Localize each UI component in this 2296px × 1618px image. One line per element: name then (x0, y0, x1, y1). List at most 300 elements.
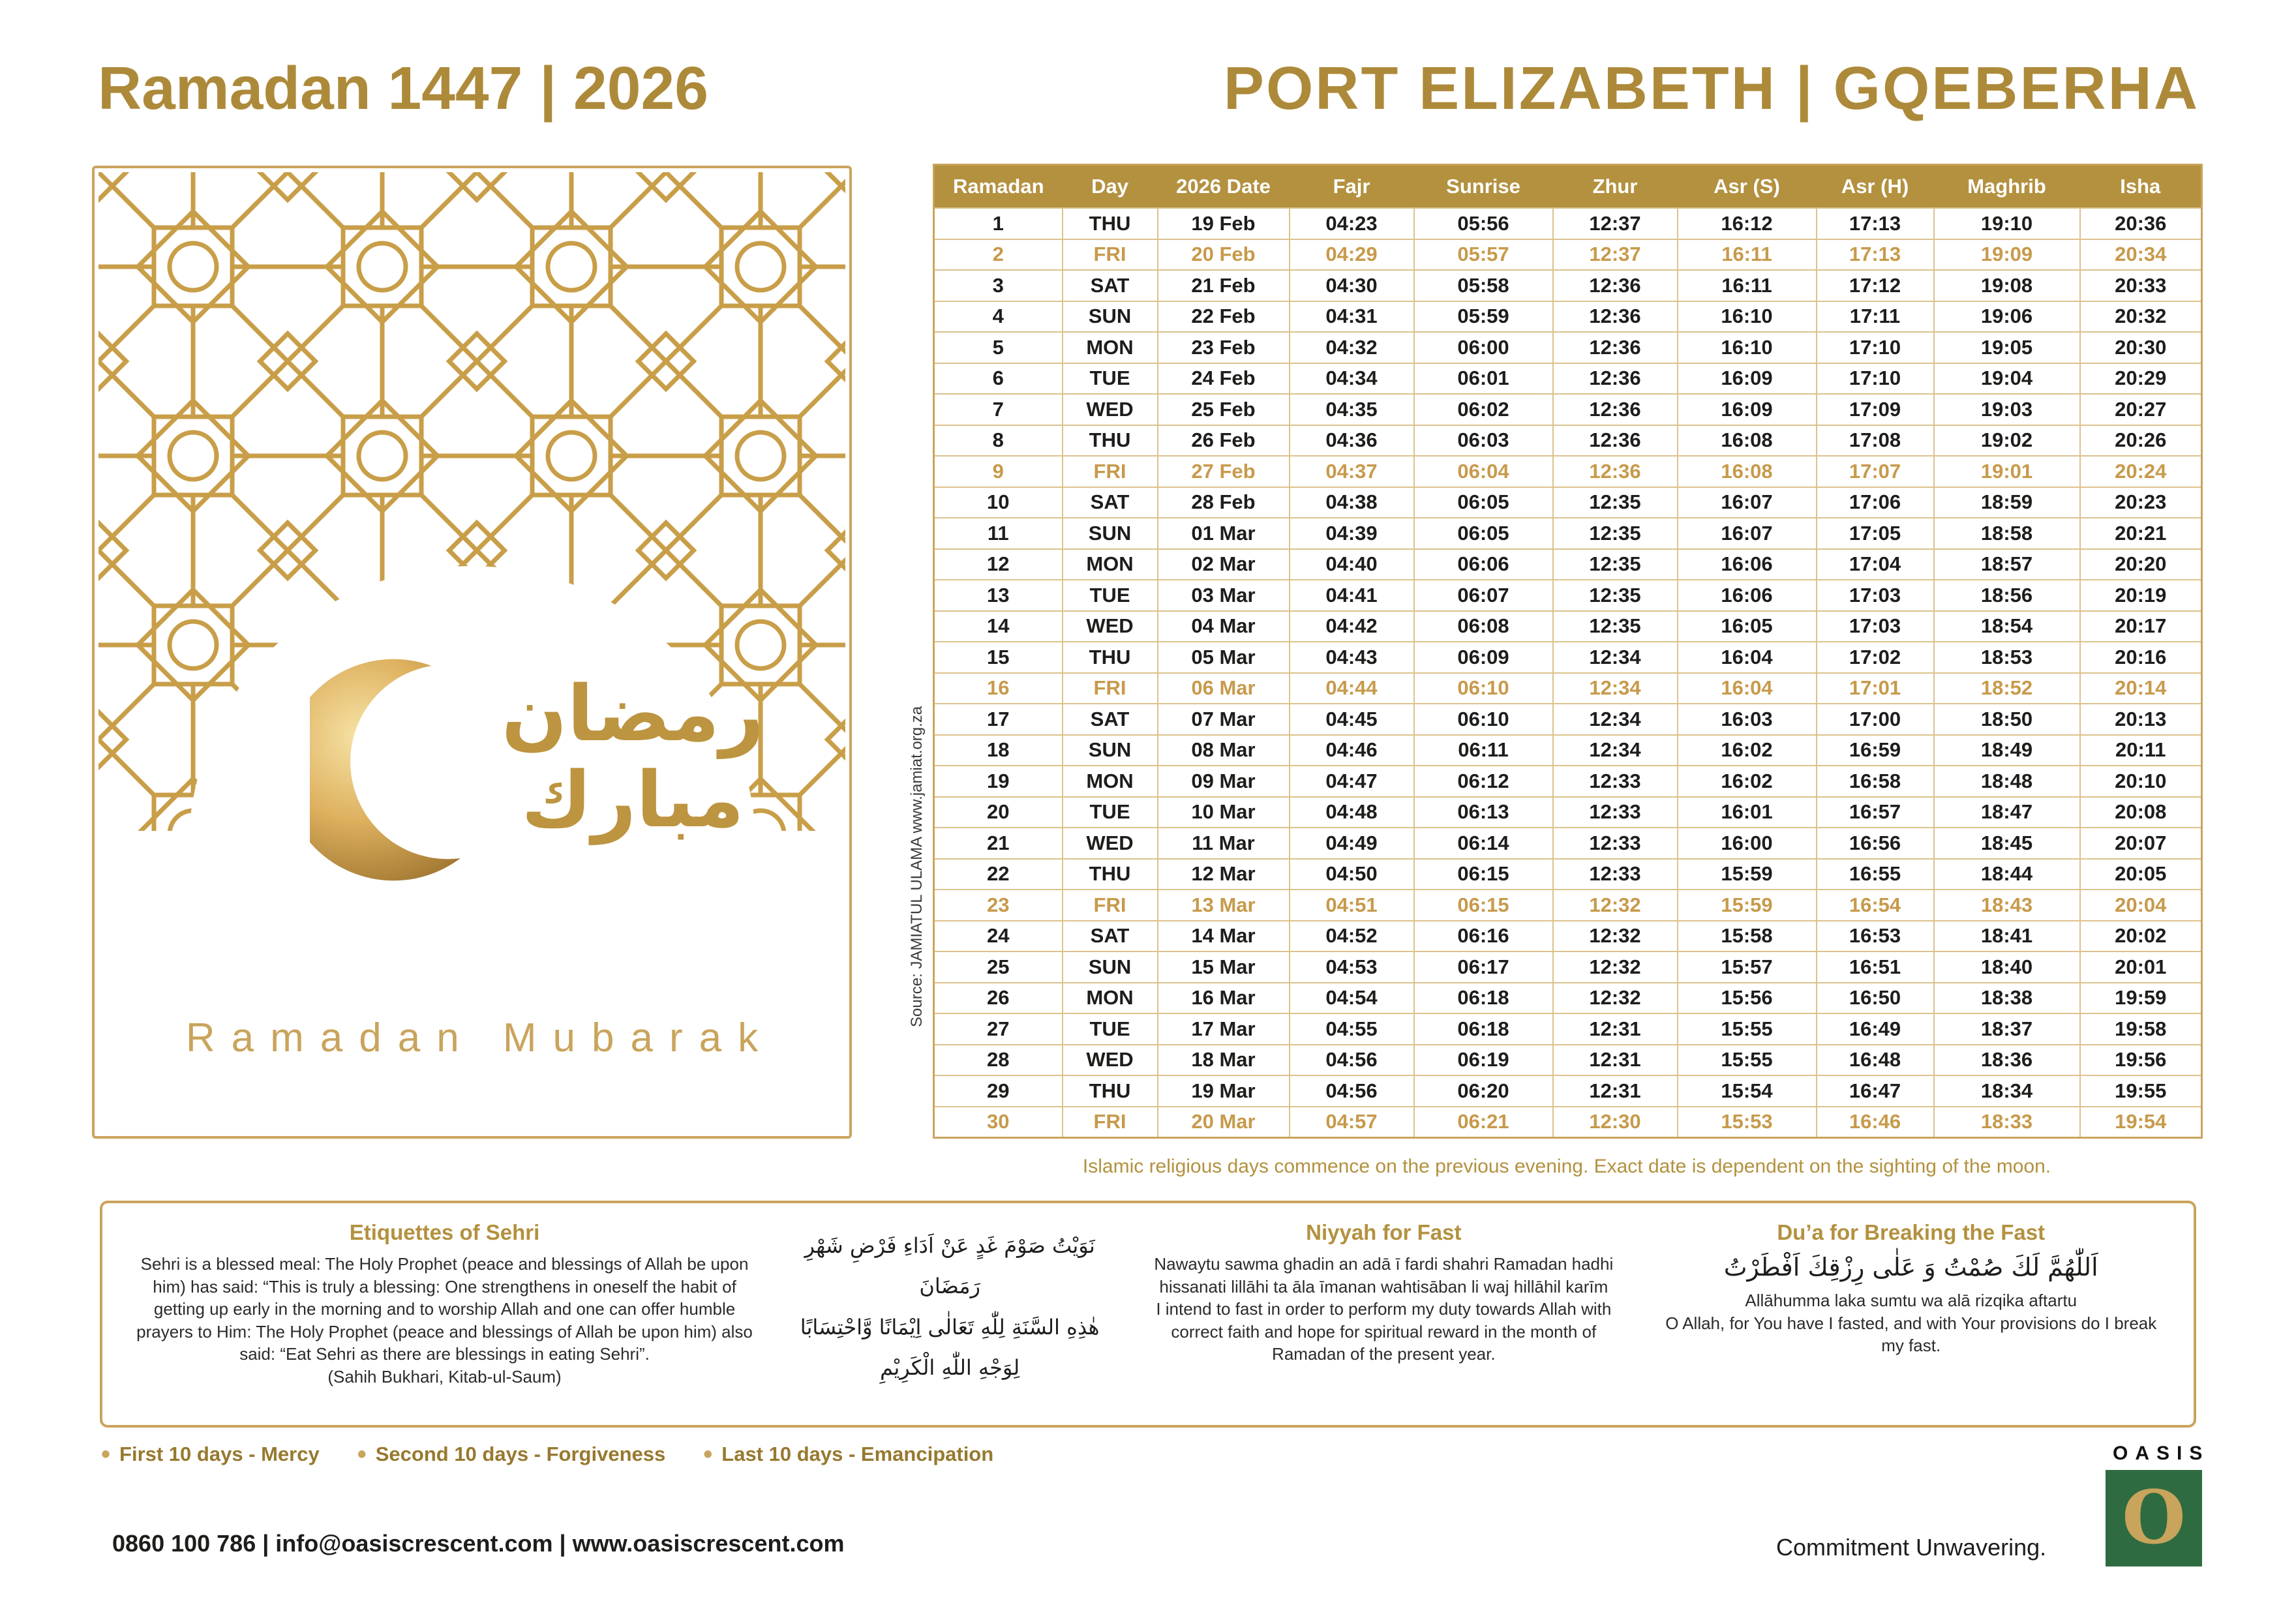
timetable-row (934, 1075, 2202, 1107)
timetable-cell: 06:18 (1414, 983, 1553, 1014)
timetable-cell: 11 (934, 518, 1063, 549)
timetable-cell: 17:08 (1817, 425, 1934, 457)
timetable-cell: 17:12 (1817, 270, 1934, 301)
timetable-cell: 20:08 (2080, 797, 2202, 828)
timetable-cell: 17 Mar (1158, 1013, 1290, 1045)
oasis-logo (2106, 1443, 2210, 1566)
timetable-cell: 15:56 (1678, 983, 1817, 1014)
timetable-cell: 17 (934, 704, 1063, 735)
timetable-cell: 17:04 (1817, 549, 1934, 580)
timetable-cell: 12:36 (1553, 332, 1678, 363)
timetable-cell: 13 (934, 580, 1063, 611)
timetable-cell: MON (1063, 332, 1158, 363)
timetable-row (934, 766, 2202, 797)
timetable-cell: 16:57 (1817, 797, 1934, 828)
timetable-cell: 15:54 (1678, 1075, 1817, 1107)
timetable-row (934, 890, 2202, 921)
timetable-cell: 06:18 (1414, 1013, 1553, 1045)
timetable-cell: 19 (934, 766, 1063, 797)
timetable-cell: 06:10 (1414, 704, 1553, 735)
timetable-cell: 26 (934, 983, 1063, 1014)
timetable-row (934, 208, 2202, 239)
timetable-row (934, 1013, 2202, 1045)
timetable-cell: 07 Mar (1158, 704, 1290, 735)
timetable-cell: 06:13 (1414, 797, 1553, 828)
timetable-cell: 16:58 (1817, 766, 1934, 797)
timetable-cell: 16:48 (1817, 1045, 1934, 1076)
timetable-cell: 28 Feb (1158, 487, 1290, 518)
timetable-cell: TUE (1063, 580, 1158, 611)
bullet-icon: • (703, 1440, 713, 1469)
timetable-cell: 20:05 (2080, 859, 2202, 890)
timetable-cell: 17:00 (1817, 704, 1934, 735)
timetable-cell: 12:31 (1553, 1013, 1678, 1045)
timetable-cell: 17:03 (1817, 580, 1934, 611)
timetable-cell: SAT (1063, 704, 1158, 735)
timetable-cell: 15 Mar (1158, 951, 1290, 983)
timetable-cell: 20 Mar (1158, 1107, 1290, 1138)
timetable-cell: 12:37 (1553, 208, 1678, 239)
timetable-cell: 04:50 (1290, 859, 1414, 890)
timetable-cell: 30 (934, 1107, 1063, 1138)
timetable-cell: 16:08 (1678, 456, 1817, 487)
timetable-cell: 22 Feb (1158, 301, 1290, 333)
timetable-cell: 12:33 (1553, 859, 1678, 890)
timetable-body (934, 208, 2202, 1138)
timetable-cell: 17:10 (1817, 332, 1934, 363)
timetable-cell: 19:08 (1934, 270, 2080, 301)
timetable-cell: 06:05 (1414, 487, 1553, 518)
dua-title: Du’a for Breaking the Fast (1777, 1220, 2046, 1244)
timetable-cell: 25 Feb (1158, 394, 1290, 425)
timetable-cell: 20:17 (2080, 611, 2202, 642)
timetable-cell: THU (1063, 208, 1158, 239)
timetable-cell: 10 Mar (1158, 797, 1290, 828)
legend-item (101, 1441, 320, 1467)
timetable-cell: 19:58 (2080, 1013, 2202, 1045)
timetable-row (934, 642, 2202, 673)
timetable-cell: 16:06 (1678, 580, 1817, 611)
timetable-cell: 16:46 (1817, 1107, 1934, 1138)
timetable-cell: TUE (1063, 797, 1158, 828)
timetable-cell: 18:45 (1934, 828, 2080, 859)
timetable-cell: 19:04 (1934, 363, 2080, 395)
timetable-cell: SUN (1063, 735, 1158, 766)
sehri-title: Etiquettes of Sehri (349, 1220, 540, 1244)
niyyah-arabic-line: هٰذِهِ السَّنَةِ لِلّٰهِ تَعَالٰى اِيْمَانًا وَّاحْتِسَابًا (800, 1314, 1100, 1340)
timetable-cell: 19:05 (1934, 332, 2080, 363)
timetable-cell: 19:01 (1934, 456, 2080, 487)
timetable-cell: 16 Mar (1158, 983, 1290, 1014)
legend-label: First 10 days - Mercy (119, 1443, 320, 1465)
city-title: PORT ELIZABETH | GQEBERHA (1223, 54, 2199, 122)
timetable-cell: 03 Mar (1158, 580, 1290, 611)
timetable-cell: 06:05 (1414, 518, 1553, 549)
niyyah-transliteration: Nawaytu sawma ghadin an adā ī fardi shahri Ramadan hadhi hissanati lillāhi ta āla īmanan wahtisāban li waj hillāhil karīm (1154, 1254, 1614, 1296)
timetable-cell: 18:34 (1934, 1075, 2080, 1107)
timetable-cell: 05:58 (1414, 270, 1553, 301)
timetable-row (934, 456, 2202, 487)
timetable-cell: MON (1063, 766, 1158, 797)
timetable-cell: 18:50 (1934, 704, 2080, 735)
timetable-cell: 12:34 (1553, 673, 1678, 704)
timetable-cell: 06:14 (1414, 828, 1553, 859)
sehri-body: Sehri is a blessed meal: The Holy Prophet (peace and blessings of Allah be upon him) has said: “This is truly a blessing: One strengthens in oneself the habit of getting up early in the morning and to worship Allah and one can offer humble prayers to Him: The Holy Prophet (peace and blessings of Allah be upon him) also said: “Eat Sehri as there are blessings in eating Sehri”. (136, 1254, 753, 1364)
timetable-cell: 12:32 (1553, 921, 1678, 952)
legend-label: Last 10 days - Emancipation (721, 1443, 994, 1465)
decorative-panel (92, 166, 852, 1139)
sehri-citation: (Sahih Bukhari, Kitab-ul-Saum) (327, 1366, 562, 1386)
timetable-cell: 16:00 (1678, 828, 1817, 859)
timetable-cell: 16:02 (1678, 735, 1817, 766)
timetable-cell: MON (1063, 549, 1158, 580)
timetable-cell: 26 Feb (1158, 425, 1290, 457)
timetable-row (934, 983, 2202, 1014)
timetable-cell: 18 Mar (1158, 1045, 1290, 1076)
timetable-row (934, 270, 2202, 301)
timetable-cell: 17:01 (1817, 673, 1934, 704)
timetable-row (934, 425, 2202, 457)
timetable-cell: 18:54 (1934, 611, 2080, 642)
timetable-cell: 04:46 (1290, 735, 1414, 766)
timetable-cell: 16:07 (1678, 487, 1817, 518)
info-panel (100, 1201, 2196, 1428)
timetable-cell: TUE (1063, 363, 1158, 395)
oasis-logo-mark (2106, 1470, 2202, 1566)
timetable-cell: 16:54 (1817, 890, 1934, 921)
timetable-cell: 19:10 (1934, 208, 2080, 239)
timetable-cell: 16:47 (1817, 1075, 1934, 1107)
source-attribution: Source: JAMIATUL ULAMA www.jamiat.org.za (908, 706, 926, 1027)
timetable-cell: 16:55 (1817, 859, 1934, 890)
timetable-row (934, 239, 2202, 271)
timetable-cell: 19:59 (2080, 983, 2202, 1014)
timetable-row (934, 859, 2202, 890)
timetable-cell: WED (1063, 611, 1158, 642)
timetable-cell: 20 (934, 797, 1063, 828)
timetable-cell: 04:52 (1290, 921, 1414, 952)
timetable-cell: 2 (934, 239, 1063, 271)
timetable-cell: 20:27 (2080, 394, 2202, 425)
timetable-cell: 18:38 (1934, 983, 2080, 1014)
timetable-cell: 16:11 (1678, 270, 1817, 301)
timetable-cell: 06:17 (1414, 951, 1553, 983)
timetable-cell: 06:07 (1414, 580, 1553, 611)
timetable-cell: 04:29 (1290, 239, 1414, 271)
timetable-row (934, 735, 2202, 766)
moon-sighting-note: Islamic religious days commence on the previous evening. Exact date is dependent on the sighting of the moon. (1082, 1156, 2051, 1177)
timetable-cell: 06:12 (1414, 766, 1553, 797)
timetable-cell: 7 (934, 394, 1063, 425)
timetable-cell: 19:03 (1934, 394, 2080, 425)
timetable-cell: 04:32 (1290, 332, 1414, 363)
timetable-cell: 06:15 (1414, 859, 1553, 890)
calligraphy-word-mubarak: مبارك (521, 755, 744, 845)
timetable-cell: 18:37 (1934, 1013, 2080, 1045)
timetable-cell: FRI (1063, 890, 1158, 921)
timetable-cell: 06:10 (1414, 673, 1553, 704)
legend-item (703, 1441, 993, 1467)
timetable-cell: THU (1063, 1075, 1158, 1107)
timetable-cell: 15:58 (1678, 921, 1817, 952)
timetable-cell: 16:08 (1678, 425, 1817, 457)
timetable-cell: 20:11 (2080, 735, 2202, 766)
timetable-cell: 16:51 (1817, 951, 1934, 983)
timetable-cell: 22 (934, 859, 1063, 890)
timetable-cell: 16:09 (1678, 394, 1817, 425)
timetable-cell: 18:57 (1934, 549, 2080, 580)
timetable-cell: 04:49 (1290, 828, 1414, 859)
timetable-cell: 18:58 (1934, 518, 2080, 549)
timetable-cell: 16:01 (1678, 797, 1817, 828)
timetable-row (934, 518, 2202, 549)
timetable-cell: 16:09 (1678, 363, 1817, 395)
timetable-cell: 06:15 (1414, 890, 1553, 921)
timetable-cell: 20:20 (2080, 549, 2202, 580)
timetable-row (934, 673, 2202, 704)
timetable-cell: 20:04 (2080, 890, 2202, 921)
timetable-cell: 06:00 (1414, 332, 1553, 363)
timetable-cell: 17:06 (1817, 487, 1934, 518)
timetable-cell: 16:02 (1678, 766, 1817, 797)
timetable-cell: 09 Mar (1158, 766, 1290, 797)
timetable-cell: 16:06 (1678, 549, 1817, 580)
timetable-cell: 04:37 (1290, 456, 1414, 487)
timetable-cell: 17:07 (1817, 456, 1934, 487)
page-title: Ramadan 1447 | 2026 (98, 54, 708, 122)
timetable-cell: 16:59 (1817, 735, 1934, 766)
timetable-cell: 04 Mar (1158, 611, 1290, 642)
timetable-cell: 20:26 (2080, 425, 2202, 457)
timetable-cell: 12:35 (1553, 611, 1678, 642)
dua-transliteration: Allāhumma laka sumtu wa alā rizqika aftartu (1745, 1291, 2077, 1310)
timetable-cell: 04:53 (1290, 951, 1414, 983)
column-header: Day (1063, 165, 1158, 209)
timetable-cell: 12:32 (1553, 983, 1678, 1014)
ramadan-mubarak-caption: Ramadan Mubarak (185, 1015, 775, 1060)
timetable-cell: 06:03 (1414, 425, 1553, 457)
timetable-cell: 16:56 (1817, 828, 1934, 859)
timetable-cell: 9 (934, 456, 1063, 487)
timetable-row (934, 1045, 2202, 1076)
timetable-cell: 04:44 (1290, 673, 1414, 704)
oasis-logo-letter: O (2122, 1475, 2186, 1561)
timetable-cell: 18 (934, 735, 1063, 766)
sehri-section (128, 1220, 761, 1408)
timetable-cell: 04:56 (1290, 1075, 1414, 1107)
timetable-cell: 8 (934, 425, 1063, 457)
timetable-cell: 11 Mar (1158, 828, 1290, 859)
timetable-cell: 12:32 (1553, 890, 1678, 921)
timetable-cell: 5 (934, 332, 1063, 363)
timetable-cell: 05 Mar (1158, 642, 1290, 673)
timetable-cell: SAT (1063, 270, 1158, 301)
timetable-cell: 25 (934, 951, 1063, 983)
timetable-cell: 12:36 (1553, 394, 1678, 425)
timetable-cell: 24 (934, 921, 1063, 952)
timetable-row (934, 487, 2202, 518)
timetable-cell: 4 (934, 301, 1063, 333)
timetable-cell: 17:02 (1817, 642, 1934, 673)
column-header: Asr (S) (1678, 165, 1817, 209)
timetable-row (934, 1107, 2202, 1138)
niyyah-arabic-line: لِوَجْهِ اللّٰهِ الْكَرِيْمِ (880, 1355, 1020, 1381)
timetable-cell: SUN (1063, 951, 1158, 983)
timetable-cell: 18:44 (1934, 859, 2080, 890)
timetable-cell: 18:49 (1934, 735, 2080, 766)
niyyah-arabic (787, 1220, 1113, 1408)
timetable-cell: 17:03 (1817, 611, 1934, 642)
timetable-cell: 21 (934, 828, 1063, 859)
timetable-row (934, 332, 2202, 363)
timetable-cell: 06:20 (1414, 1075, 1553, 1107)
prayer-timetable (933, 164, 2203, 1139)
timetable-cell: 16:07 (1678, 518, 1817, 549)
timetable-cell: 12:34 (1553, 704, 1678, 735)
bullet-icon: • (357, 1440, 367, 1469)
timetable-row (934, 549, 2202, 580)
timetable-cell: 16:12 (1678, 208, 1817, 239)
timetable-cell: 20 Feb (1158, 239, 1290, 271)
timetable-cell: 18:40 (1934, 951, 2080, 983)
timetable-cell: 19:54 (2080, 1107, 2202, 1138)
timetable-cell: 08 Mar (1158, 735, 1290, 766)
column-header: Isha (2080, 165, 2202, 209)
timetable-cell: 14 (934, 611, 1063, 642)
timetable-cell: WED (1063, 1045, 1158, 1076)
timetable-cell: 06:21 (1414, 1107, 1553, 1138)
timetable-cell: 04:30 (1290, 270, 1414, 301)
column-header: Ramadan (934, 165, 1063, 209)
timetable-cell: 18:47 (1934, 797, 2080, 828)
timetable-cell: WED (1063, 828, 1158, 859)
timetable-cell: THU (1063, 642, 1158, 673)
timetable-cell: 04:40 (1290, 549, 1414, 580)
legend-label: Second 10 days - Forgiveness (375, 1443, 666, 1465)
timetable-cell: 16:53 (1817, 921, 1934, 952)
timetable-cell: 20:07 (2080, 828, 2202, 859)
timetable-cell: 6 (934, 363, 1063, 395)
column-header: 2026 Date (1158, 165, 1290, 209)
column-header: Maghrib (1934, 165, 2080, 209)
timetable-cell: 21 Feb (1158, 270, 1290, 301)
timetable-cell: 12:35 (1553, 580, 1678, 611)
timetable-cell: 12:37 (1553, 239, 1678, 271)
timetable-cell: 04:36 (1290, 425, 1414, 457)
timetable-cell: 17:10 (1817, 363, 1934, 395)
table-header-row (934, 165, 2202, 209)
dua-arabic: اَللّٰهُمَّ لَكَ صُمْتُ وَ عَلٰى رِزْقِكَ اَفْطَرْتُ (1723, 1253, 2098, 1281)
timetable-cell: 19 Mar (1158, 1075, 1290, 1107)
timetable-cell: MON (1063, 983, 1158, 1014)
timetable-cell: 1 (934, 208, 1063, 239)
timetable-cell: SAT (1063, 921, 1158, 952)
timetable-cell: TUE (1063, 1013, 1158, 1045)
timetable-cell: 12:31 (1553, 1045, 1678, 1076)
timetable-cell: 10 (934, 487, 1063, 518)
timetable-cell: 12:36 (1553, 456, 1678, 487)
timetable-cell: SUN (1063, 301, 1158, 333)
timetable-cell: 04:48 (1290, 797, 1414, 828)
timetable-cell: 19 Feb (1158, 208, 1290, 239)
timetable-cell: 17:09 (1817, 394, 1934, 425)
timetable-cell: 12:34 (1553, 735, 1678, 766)
oasis-logo-word: OASIS (2113, 1443, 2210, 1464)
timetable-cell: 12:32 (1553, 951, 1678, 983)
timetable-cell: 04:35 (1290, 394, 1414, 425)
timetable-cell: 05:56 (1414, 208, 1553, 239)
timetable-cell: 20:23 (2080, 487, 2202, 518)
niyyah-english: I intend to fast in order to perform my duty towards Allah with correct faith and hope for spiritual reward in the month of Ramadan of the present year. (1156, 1299, 1612, 1364)
timetable-cell: 12 (934, 549, 1063, 580)
timetable-row (934, 797, 2202, 828)
timetable-cell: 24 Feb (1158, 363, 1290, 395)
timetable-cell: 04:57 (1290, 1107, 1414, 1138)
days-legend (101, 1441, 993, 1467)
timetable-row (934, 580, 2202, 611)
timetable-cell: 20:21 (2080, 518, 2202, 549)
timetable-cell: 02 Mar (1158, 549, 1290, 580)
timetable-cell: 04:31 (1290, 301, 1414, 333)
timetable-cell: 15:59 (1678, 859, 1817, 890)
timetable-cell: WED (1063, 394, 1158, 425)
timetable-cell: 06:01 (1414, 363, 1553, 395)
timetable-cell: 18:43 (1934, 890, 2080, 921)
timetable-cell: 3 (934, 270, 1063, 301)
timetable-cell: 19:56 (2080, 1045, 2202, 1076)
timetable-cell: 18:36 (1934, 1045, 2080, 1076)
timetable-cell: SUN (1063, 518, 1158, 549)
timetable-cell: 06:09 (1414, 642, 1553, 673)
timetable-cell: 20:16 (2080, 642, 2202, 673)
timetable-cell: 06:06 (1414, 549, 1553, 580)
timetable-cell: 01 Mar (1158, 518, 1290, 549)
timetable-cell: 04:39 (1290, 518, 1414, 549)
timetable-cell: 04:51 (1290, 890, 1414, 921)
timetable-cell: 12:36 (1553, 363, 1678, 395)
timetable-cell: 04:54 (1290, 983, 1414, 1014)
timetable-cell: 18:53 (1934, 642, 2080, 673)
timetable-row (934, 921, 2202, 952)
timetable-cell: 15:55 (1678, 1045, 1817, 1076)
timetable-cell: 20:36 (2080, 208, 2202, 239)
timetable-cell: 06:02 (1414, 394, 1553, 425)
timetable-cell: 18:56 (1934, 580, 2080, 611)
timetable-cell: 12:33 (1553, 828, 1678, 859)
timetable-cell: 06:19 (1414, 1045, 1553, 1076)
timetable-cell: 06:16 (1414, 921, 1553, 952)
timetable-row (934, 611, 2202, 642)
column-header: Fajr (1290, 165, 1414, 209)
column-header: Asr (H) (1817, 165, 1934, 209)
timetable-cell: 06:08 (1414, 611, 1553, 642)
column-header: Sunrise (1414, 165, 1553, 209)
timetable-cell: FRI (1063, 239, 1158, 271)
timetable-row (934, 363, 2202, 395)
timetable-cell: 17:13 (1817, 239, 1934, 271)
timetable-cell: 18:41 (1934, 921, 2080, 952)
timetable-cell: 12 Mar (1158, 859, 1290, 890)
timetable-row (934, 828, 2202, 859)
timetable-cell: 16:11 (1678, 239, 1817, 271)
timetable-cell: 18:59 (1934, 487, 2080, 518)
timetable-cell: 20:33 (2080, 270, 2202, 301)
timetable-row (934, 301, 2202, 333)
calligraphy-word-ramadan: رمضان (501, 668, 764, 758)
timetable-cell: 04:56 (1290, 1045, 1414, 1076)
timetable-cell: 15:55 (1678, 1013, 1817, 1045)
timetable-cell: 12:33 (1553, 766, 1678, 797)
